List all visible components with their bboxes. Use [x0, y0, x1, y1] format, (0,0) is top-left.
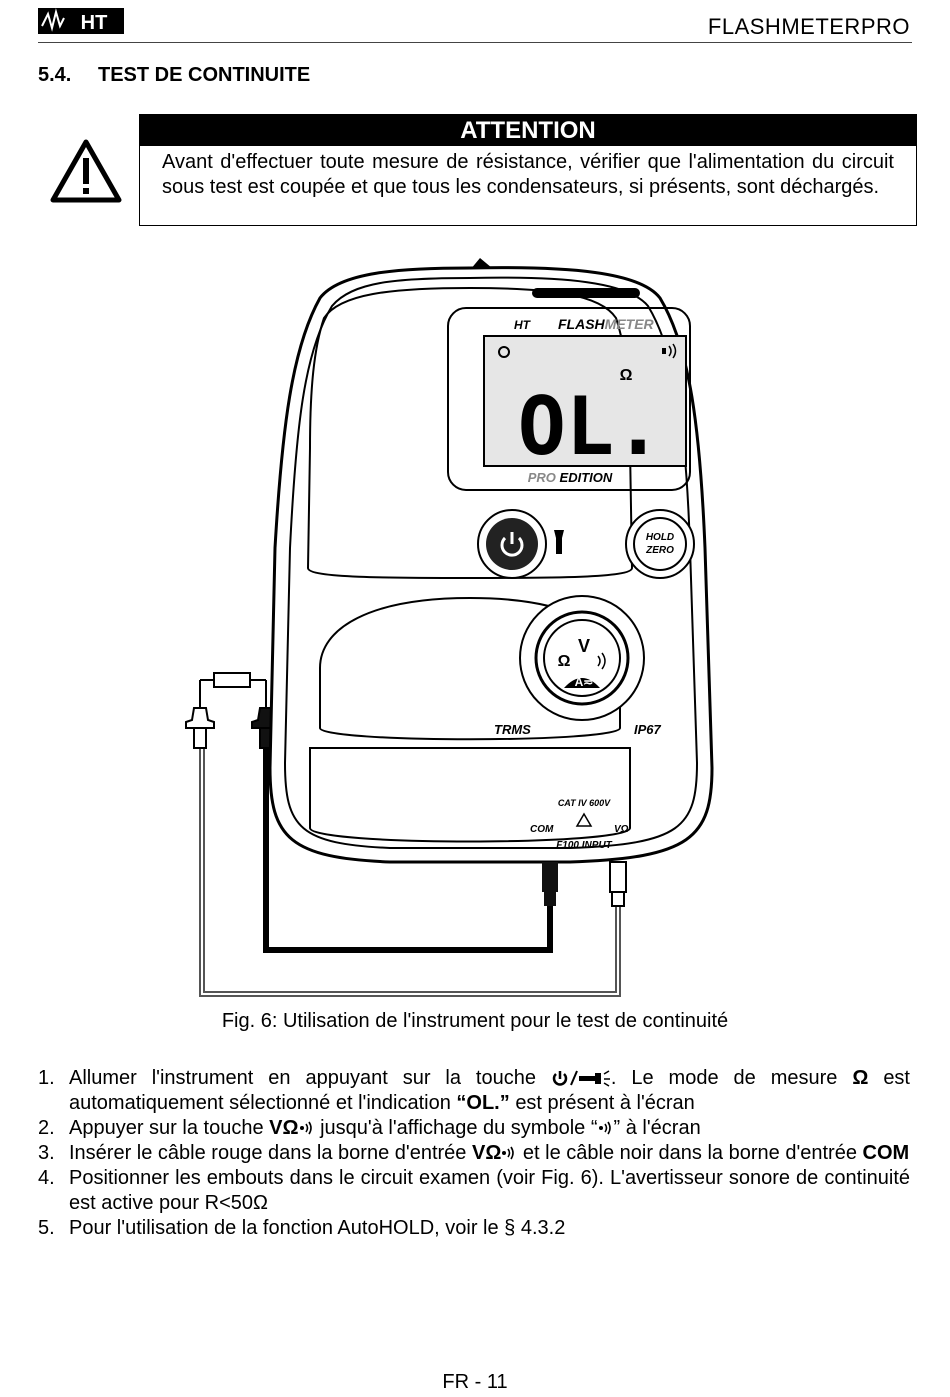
warning-text: Avant d'effectuer toute mesure de résistance, vérifier que l'alimentation du circuit sous test est coupée et que tous les condensateurs, si présents, sont déchargés.: [162, 151, 894, 198]
buzzer-icon: [598, 1119, 614, 1137]
step-number: 2.: [38, 1117, 55, 1139]
list-item: [38, 1166, 910, 1216]
step-text: Insérer le câble rouge dans la borne d'entrée VΩ et le câble noir dans la borne d'entrée COM: [69, 1142, 910, 1164]
edition-label: [528, 470, 613, 485]
cat-rating: CAT IV 600V: [557, 798, 611, 808]
ht-logo: [38, 6, 128, 36]
step-text: Appuyer sur la touche VΩ jusqu'à l'affichage du symbole “ ” à l'écran: [69, 1117, 701, 1139]
lcd-unit: Ω: [619, 367, 633, 384]
list-item: [38, 1141, 910, 1166]
hold-zero-button[interactable]: [626, 510, 694, 578]
dial-a-label: A≂: [574, 675, 594, 689]
lcd-reading: OL.: [517, 380, 663, 473]
procedure-list: [38, 1066, 910, 1241]
meter-brand-flash: FLASH: [558, 316, 605, 332]
dial-ohm-label: Ω: [557, 653, 571, 670]
power-button[interactable]: [478, 510, 546, 578]
step-text: Pour l'utilisation de la fonction AutoHOLD, voir le § 4.3.2: [69, 1217, 566, 1239]
page-number: FR - 11: [442, 1371, 508, 1393]
ip67-label: IP67: [634, 722, 661, 737]
dial-v-label: V: [577, 636, 591, 656]
function-dial[interactable]: [520, 596, 644, 720]
step-number: 4.: [38, 1167, 55, 1189]
power-flashlight-icon: [551, 1069, 611, 1087]
warning-title: ATTENTION: [140, 115, 916, 146]
warning-box: [139, 114, 917, 226]
step-text: Positionner les embouts dans le circuit examen (voir Fig. 6). L'avertisseur sonore de continuité est active pour R<50Ω: [69, 1167, 910, 1214]
red-probe-icon: [186, 694, 214, 748]
section-title-text: TEST DE CONTINUITE: [98, 64, 311, 86]
input-label: F100 INPUT: [556, 840, 612, 851]
zero-label: ZERO: [646, 545, 674, 556]
meter-brand-meter: METER: [604, 316, 654, 332]
meter-brand: [558, 316, 655, 332]
hold-label: HOLD: [645, 532, 675, 543]
step-number: 5.: [38, 1217, 55, 1239]
multimeter-body: [270, 258, 712, 906]
com-terminal-label: COM: [530, 824, 554, 835]
section-number: 5.4.: [38, 64, 72, 86]
step-number: 1.: [38, 1067, 55, 1089]
section-title: [38, 64, 310, 87]
edition-text: EDITION: [559, 470, 613, 485]
meter-logo-text: HT: [514, 318, 530, 332]
figure-caption: Fig. 6: Utilisation de l'instrument pour le test de continuité: [221, 1010, 729, 1032]
list-item: [38, 1116, 910, 1141]
vohm-terminal-label: VΩ: [614, 824, 629, 835]
list-item: [38, 1216, 910, 1241]
step-text: Allumer l'instrument en appuyant sur la touche . Le mode de mesure Ω est automatiquement sélectionné et l'indication “OL.” est présent à l'écran: [69, 1067, 910, 1114]
trms-label: TRMS: [494, 722, 531, 737]
brand-name: FLASHMETERPRO: [707, 14, 910, 39]
buzzer-icon: [501, 1144, 517, 1162]
buzzer-icon: [299, 1119, 315, 1137]
multimeter-figure: [170, 248, 770, 1008]
header-divider: [38, 42, 912, 43]
ht-logo-text: HT: [80, 12, 108, 34]
list-item: [38, 1066, 910, 1116]
step-number: 3.: [38, 1142, 55, 1164]
resistor-icon: [200, 673, 266, 694]
edition-pro: PRO: [527, 470, 556, 485]
warning-triangle-icon: [50, 138, 122, 204]
